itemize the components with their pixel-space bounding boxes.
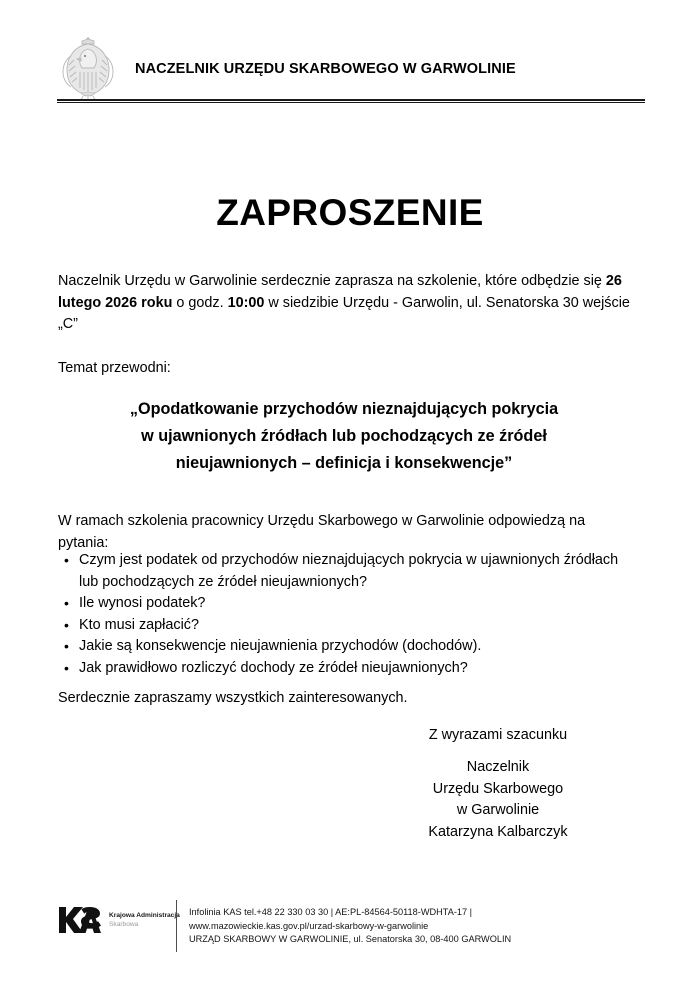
list-item: • Jak prawidłowo rozliczyć dochody ze źródeł nieujawnionych? [58,658,630,680]
signature-block [350,757,646,843]
list-item: • Czym jest podatek od przychodów nieznajdujących pokrycia w ujawnionych źródłach lub pochodzących ze źródeł nieujawnionych? [58,550,630,593]
header-title: NACZELNIK URZĘDU SKARBOWEGO W GARWOLINIE [135,61,516,77]
footer-contact-line-1: Infolinia KAS tel.+48 22 330 03 30 | AE:PL-84564-50118-WDHTA-17 | [189,907,473,917]
kas-logo-line-1: Krajowa Administracja [109,912,180,919]
event-date: 26 lutego 2026 roku [58,273,622,311]
list-item: • Kto musi zapłacić? [58,615,630,637]
event-time: 10:00 [227,294,265,311]
list-item: • Jakie są konsekwencje nieujawnienia przychodów (dochodów). [58,636,630,658]
regards-line: Z wyrazami szacunku [428,727,568,743]
footer-contact-info [189,906,511,947]
header-divider-rule [57,99,645,103]
closing-paragraph: Serdecznie zapraszamy wszystkich zainteresowanych. [58,690,408,706]
signature-role-line-1: Naczelnik [466,759,530,775]
page-title: ZAPROSZENIE [216,192,484,233]
signature-name: Katarzyna Kalbarczyk [428,823,568,840]
topic-quote-line-2: w ujawnionych źródłach lub pochodzących ze źródeł [141,427,547,445]
footer-contact-line-3: URZĄD SKARBOWY W GARWOLINIE, ul. Senatorska 30, 08-400 GARWOLIN [189,934,512,945]
intro-text-part1: Naczelnik Urzędu w Garwolinie serdecznie zaprasza na szkolenie, które odbędzie się [58,273,606,289]
signature-role-line-3: w Garwolinie [456,802,540,818]
footer-contact-line-2: www.mazowieckie.kas.gov.pl/urzad-skarbowy-w-garwolinie [189,920,429,931]
list-item: • Ile wynosi podatek? [58,593,630,615]
intro-text-part3: w siedzibie Urzędu - Garwolin, ul. Senatorska 30 wejście „C” [58,294,630,332]
kas-logo-icon [57,903,105,937]
intro-text-part2: o godz. [172,294,228,311]
polish-eagle-emblem-icon [57,32,119,102]
kas-logo-line-2: Skarbowa [109,921,139,928]
kas-logo-text [109,911,180,929]
signature-role-line-2: Urzędu Skarbowego [432,780,564,797]
document-header [57,32,645,104]
topic-quote-line-1: „Opodatkowanie przychodów nieznajdujących pokrycia [129,400,559,418]
footer-vertical-divider [176,900,177,952]
invitation-intro-paragraph [58,271,630,336]
questions-list [58,550,630,679]
document-footer [57,900,645,956]
topic-quote-line-3: nieujawnionych – definicja i konsekwencje” [175,454,513,472]
scope-intro-paragraph: W ramach szkolenia pracownicy Urzędu Skarbowego w Garwolinie odpowiedzą na pytania: [58,513,586,551]
topic-quote [58,396,630,477]
topic-label: Temat przewodni: [58,360,171,376]
